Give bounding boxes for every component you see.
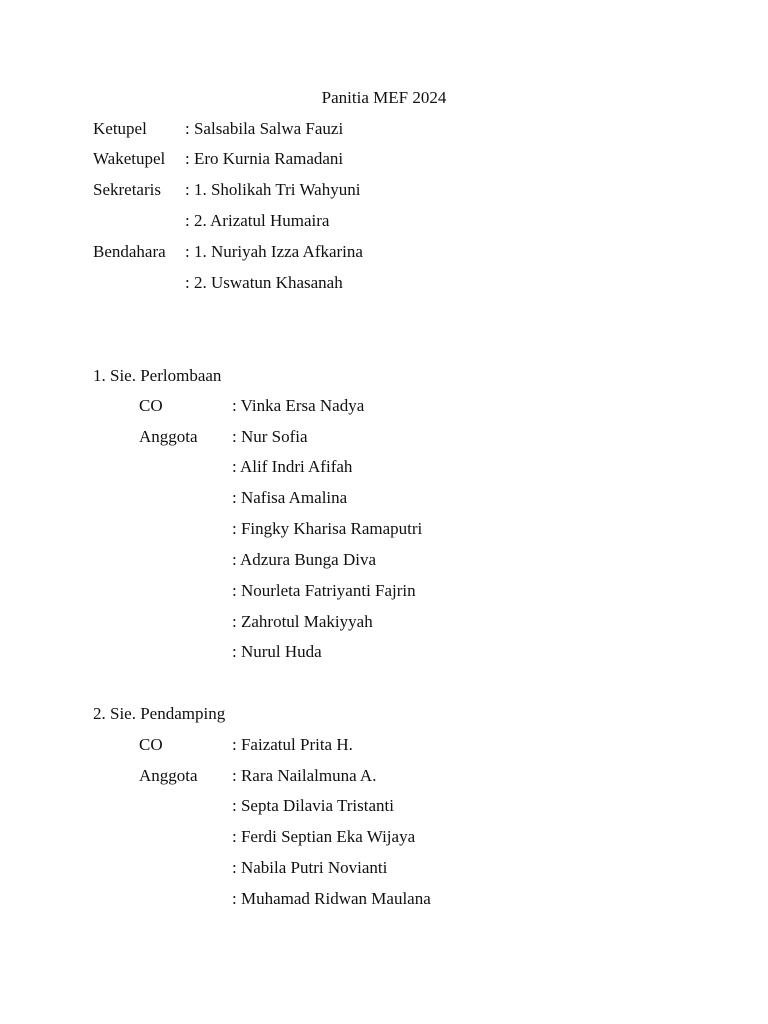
member-value: : Muhamad Ridwan Maulana bbox=[232, 889, 431, 908]
member-value: : Ferdi Septian Eka Wijaya bbox=[232, 827, 416, 846]
role-label: Bendahara bbox=[93, 242, 166, 261]
member-value: : Septa Dilavia Tristanti bbox=[232, 796, 394, 815]
member-value: : Nourleta Fatriyanti Fajrin bbox=[232, 581, 416, 600]
member-value: : Nafisa Amalina bbox=[232, 488, 348, 507]
member-label: CO bbox=[139, 735, 163, 754]
member-label: Anggota bbox=[139, 427, 198, 446]
section-heading-perlombaan: 1. Sie. Perlombaan bbox=[93, 366, 222, 385]
section-heading-pendamping: 2. Sie. Pendamping bbox=[93, 704, 226, 723]
role-value: : 2. Arizatul Humaira bbox=[185, 211, 330, 230]
member-value: : Nurul Huda bbox=[232, 642, 322, 661]
role-value: : Ero Kurnia Ramadani bbox=[185, 149, 344, 168]
member-value: : Faizatul Prita H. bbox=[232, 735, 353, 754]
role-value: : 2. Uswatun Khasanah bbox=[185, 273, 343, 292]
member-value: : Adzura Bunga Diva bbox=[232, 550, 376, 569]
document-title: Panitia MEF 2024 bbox=[321, 88, 447, 107]
role-label: Ketupel bbox=[93, 119, 147, 138]
member-value: : Vinka Ersa Nadya bbox=[232, 396, 365, 415]
member-value: : Zahrotul Makiyyah bbox=[232, 612, 373, 631]
role-value: : 1. Sholikah Tri Wahyuni bbox=[185, 180, 361, 199]
member-value: : Nur Sofia bbox=[232, 427, 308, 446]
role-label: Waketupel bbox=[93, 149, 166, 168]
member-label: Anggota bbox=[139, 766, 198, 785]
member-value: : Rara Nailalmuna A. bbox=[232, 766, 377, 785]
member-value: : Nabila Putri Novianti bbox=[232, 858, 388, 877]
role-label: Sekretaris bbox=[93, 180, 161, 199]
member-value: : Fingky Kharisa Ramaputri bbox=[232, 519, 423, 538]
role-value: : 1. Nuriyah Izza Afkarina bbox=[185, 242, 363, 261]
member-value: : Alif Indri Afifah bbox=[232, 457, 353, 476]
role-value: : Salsabila Salwa Fauzi bbox=[185, 119, 344, 138]
member-label: CO bbox=[139, 396, 163, 415]
